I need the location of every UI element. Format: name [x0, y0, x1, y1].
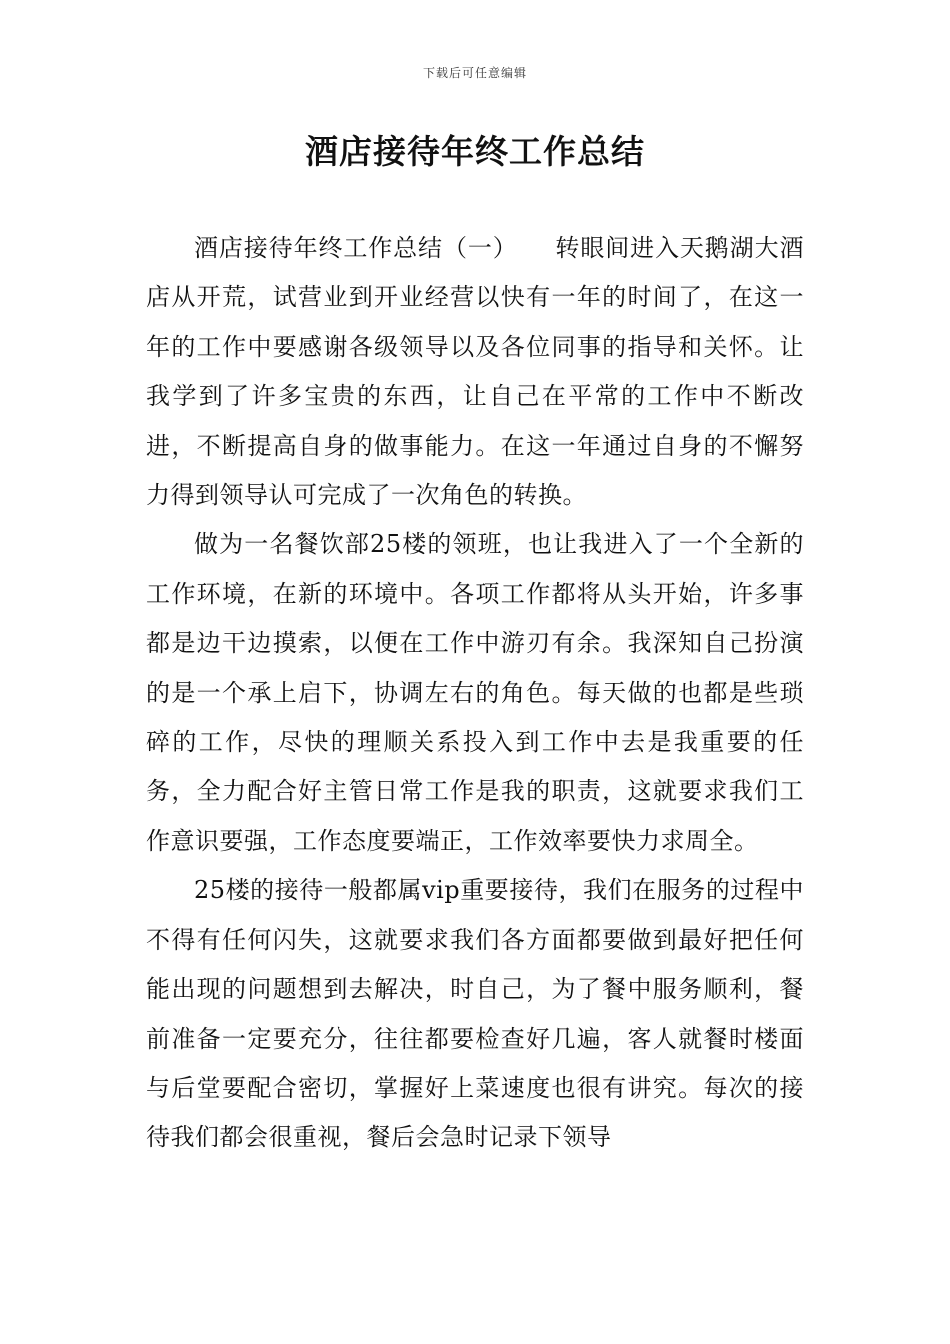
header-note: 下载后可任意编辑 [422, 66, 527, 80]
document-title: 酒店接待年终工作总结 [305, 132, 645, 171]
paragraph-3: 25楼的接待一般都属vip重要接待，我们在服务的过程中不得有任何闪失，这就要求我们各方面都要做到最好把任何能出现的问题想到去解决，时自己，为了餐中服务顺利，餐前准备一定要充分，往往都要检查好几遍，客人就餐时楼面与后堂要配合密切，掌握好上菜速度也很有讲究。每次的接待我们都会很重视，餐后会急时记录下领导 [146, 876, 804, 1152]
paragraph-2: 做为一名餐饮部25楼的领班，也让我进入了一个全新的工作环境，在新的环境中。各项工作都将从头开始，许多事都是边干边摸索，以便在工作中游刃有余。我深知自己扮演的是一个承上启下，协调左右的角色。每天做的也都是些琐碎的工作，尽快的理顺关系投入到工作中去是我重要的任务，全力配合好主管日常工作是我的职责，这就要求我们工作意识要强，工作态度要端正，工作效率要快力求周全。 [146, 530, 804, 855]
document-body [146, 224, 804, 1163]
paragraph-1: 酒店接待年终工作总结（一） 转眼间进入天鹅湖大酒店从开荒，试营业到开业经营以快有一年的时间了，在这一年的工作中要感谢各级领导以及各位同事的指导和关怀。让我学到了许多宝贵的东西，让自己在平常的工作中不断改进，不断提高自身的做事能力。在这一年通过自身的不懈努力得到领导认可完成了一次角色的转换。 [146, 234, 804, 510]
